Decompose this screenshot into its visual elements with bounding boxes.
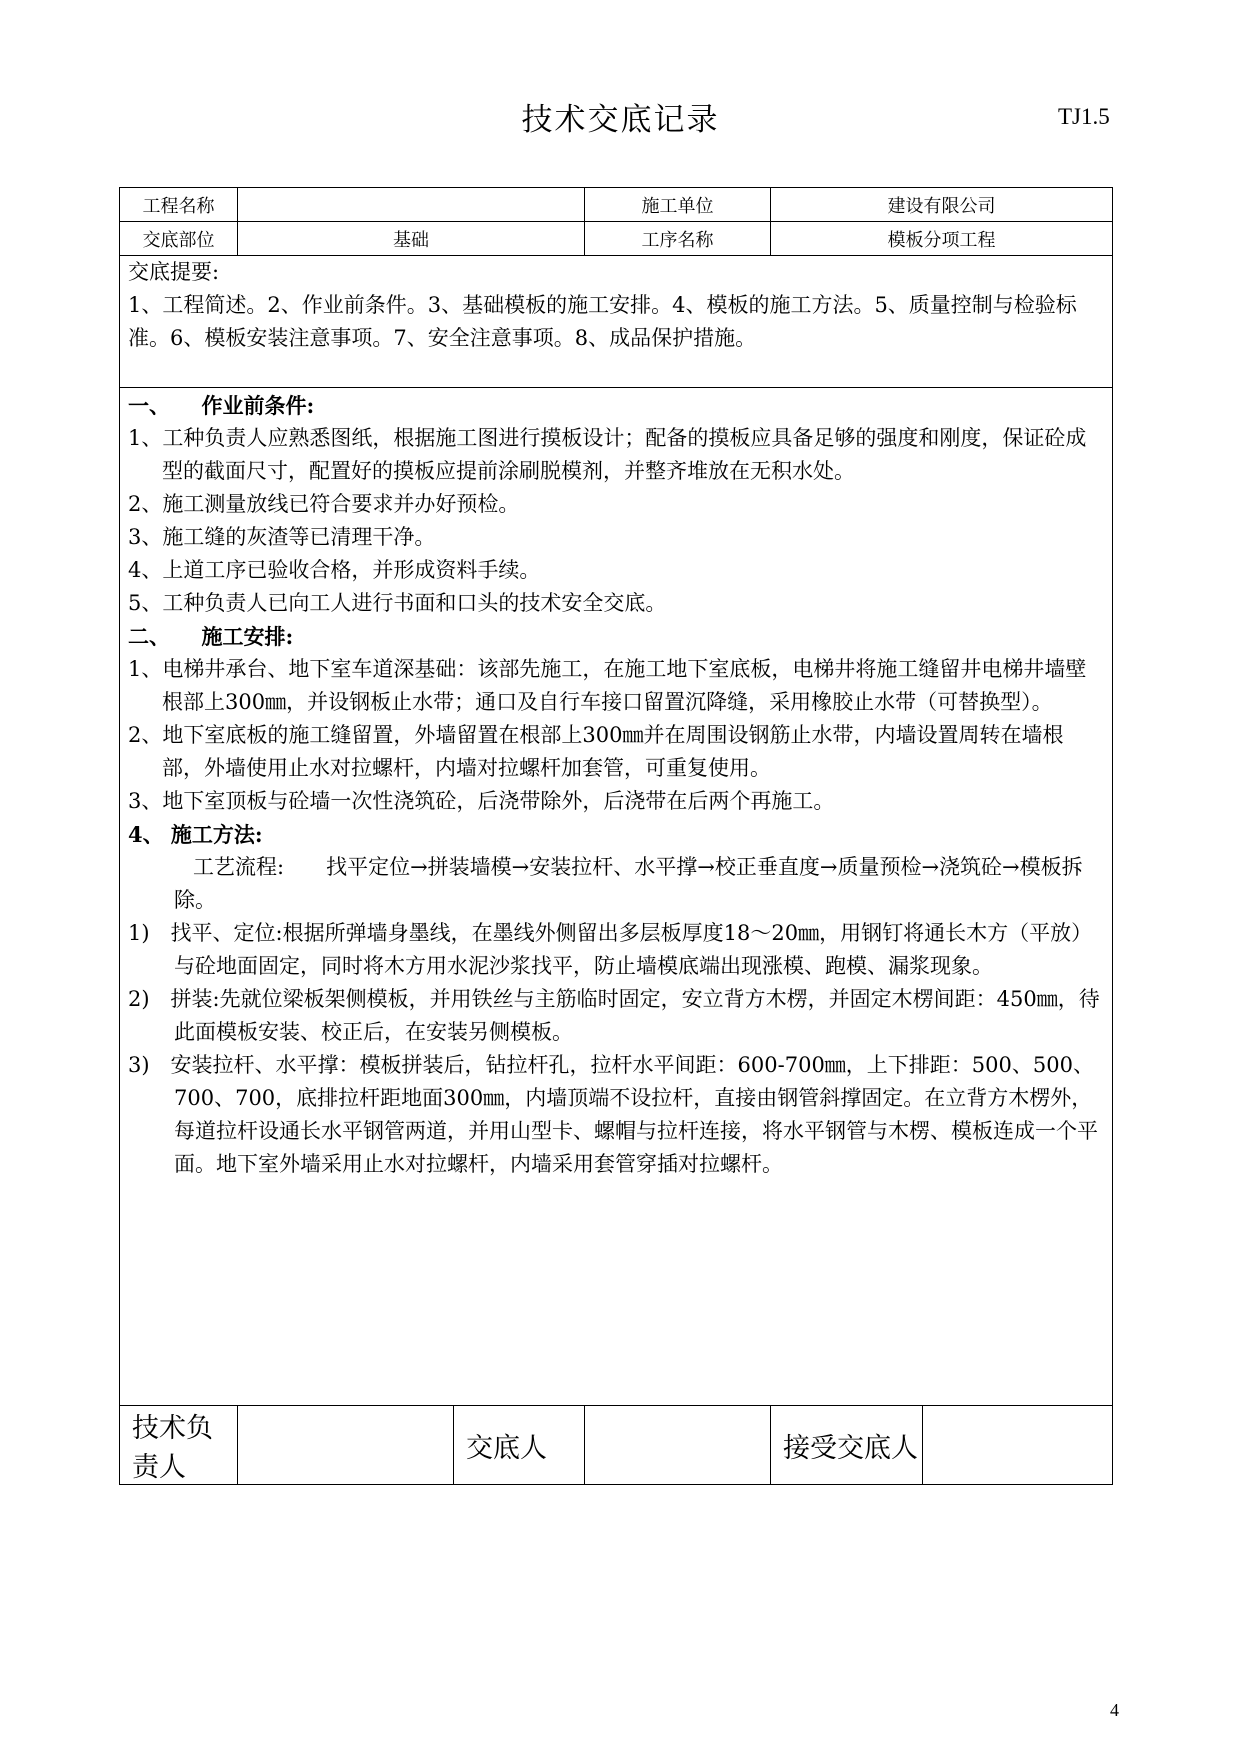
disclosure-form-table	[119, 187, 1113, 1485]
process-label: 工序名称	[585, 222, 771, 256]
tech-lead-label	[120, 1406, 238, 1485]
section-1-item: 5、工种负责人已向工人进行书面和口头的技术安全交底。	[128, 591, 667, 615]
document-code: TJ1.5	[1058, 104, 1110, 129]
header-row-1	[120, 188, 1113, 222]
tech-lead-signature	[238, 1406, 454, 1485]
receiver-label	[771, 1406, 923, 1485]
location-value: 基础	[238, 222, 585, 256]
summary-row	[120, 256, 1113, 388]
method-step: 3) 安装拉杆、水平撑：模板拼装后，钻拉杆孔，拉杆水平间距：600-700㎜，上下排距：500、500、700、700，底排拉杆距地面300㎜，内墙顶端不设拉杆，直接由钢管斜撑固定。在立背方木楞外，每道拉杆设通长水平钢管两道，并用山型卡、螺帽与拉杆连接，将水平钢管与木楞、模板连成一个平面。地下室外墙采用止水对拉螺杆，内墙采用套管穿插对拉螺杆。	[128, 1053, 1098, 1176]
process-flow: 工艺流程: 找平定位→拼装墙模→安装拉杆、水平撑→校正垂直度→质量预检→浇筑砼→模板拆除。	[172, 855, 1083, 912]
content-row	[120, 388, 1113, 1406]
project-name-label: 工程名称	[120, 188, 238, 222]
section-2-item: 1、电梯井承台、地下室车道深基础：该部先施工，在施工地下室底板，电梯井将施工缝留井电梯井墙壁根部上300㎜，并设钢板止水带；通口及自行车接口留置沉降缝，采用橡胶止水带（可替换型）。	[128, 657, 1087, 714]
summary-cell	[120, 256, 1113, 388]
project-name-value	[238, 188, 585, 222]
header-row-2	[120, 222, 1113, 256]
document-title: 技术交底记录	[521, 102, 720, 138]
section-1-item: 1、工种负责人应熟悉图纸，根据施工图进行摸板设计；配备的摸板应具备足够的强度和刚度，保证砼成型的截面尺寸，配置好的摸板应提前涂刷脱模剂，并整齐堆放在无积水处。	[128, 426, 1087, 483]
section-1-title: 一、 作业前条件:	[128, 393, 315, 418]
section-1-item: 2、施工测量放线已符合要求并办好预检。	[128, 492, 520, 516]
section-2-title: 二、 施工安排:	[128, 624, 294, 649]
section-1-item: 4、上道工序已验收合格，并形成资料手续。	[128, 558, 541, 582]
receiver-signature	[923, 1406, 1113, 1485]
page-number: 4	[1110, 1700, 1119, 1720]
section-2-item: 2、地下室底板的施工缝留置，外墙留置在根部上300㎜并在周围设钢筋止水带，内墙设置周转在墙根部，外墙使用止水对拉螺杆，内墙对拉螺杆加套管，可重复使用。	[128, 723, 1064, 780]
discloser-signature	[585, 1406, 771, 1485]
method-step: 2) 拼装:先就位梁板架侧模板，并用铁丝与主筋临时固定，安立背方木楞，并固定木楞间距：450㎜，待此面模板安装、校正后，在安装另侧模板。	[128, 987, 1100, 1044]
signature-row	[120, 1406, 1113, 1485]
section-4-title: 4、 施工方法:	[128, 822, 263, 847]
contractor-value: 建设有限公司	[771, 188, 1113, 222]
section-1-item: 3、施工缝的灰渣等已清理干净。	[128, 525, 436, 549]
process-value: 模板分项工程	[771, 222, 1113, 256]
tech-lead-label-text: 技术负责人	[132, 1413, 213, 1483]
summary-label: 交底提要:	[128, 260, 220, 284]
section-2-item: 3、地下室顶板与砼墙一次性浇筑砼，后浇带除外，后浇带在后两个再施工。	[128, 789, 835, 813]
location-label: 交底部位	[120, 222, 238, 256]
content-cell	[120, 388, 1113, 1406]
receiver-label-text: 接受交底人	[783, 1432, 919, 1464]
discloser-label	[454, 1406, 585, 1485]
contractor-label: 施工单位	[585, 188, 771, 222]
discloser-label-text: 交底人	[466, 1432, 547, 1464]
method-step: 1) 找平、定位:根据所弹墙身墨线，在墨线外侧留出多层板厚度18～20㎜，用钢钉将通长木方（平放）与砼地面固定，同时将木方用水泥沙浆找平，防止墙模底端出现涨模、跑模、漏浆现象。	[128, 921, 1093, 978]
summary-text: 1、工程简述。2、作业前条件。3、基础模板的施工安排。4、模板的施工方法。5、质量控制与检验标准。6、模板安装注意事项。7、安全注意事项。8、成品保护措施。	[128, 293, 1077, 350]
